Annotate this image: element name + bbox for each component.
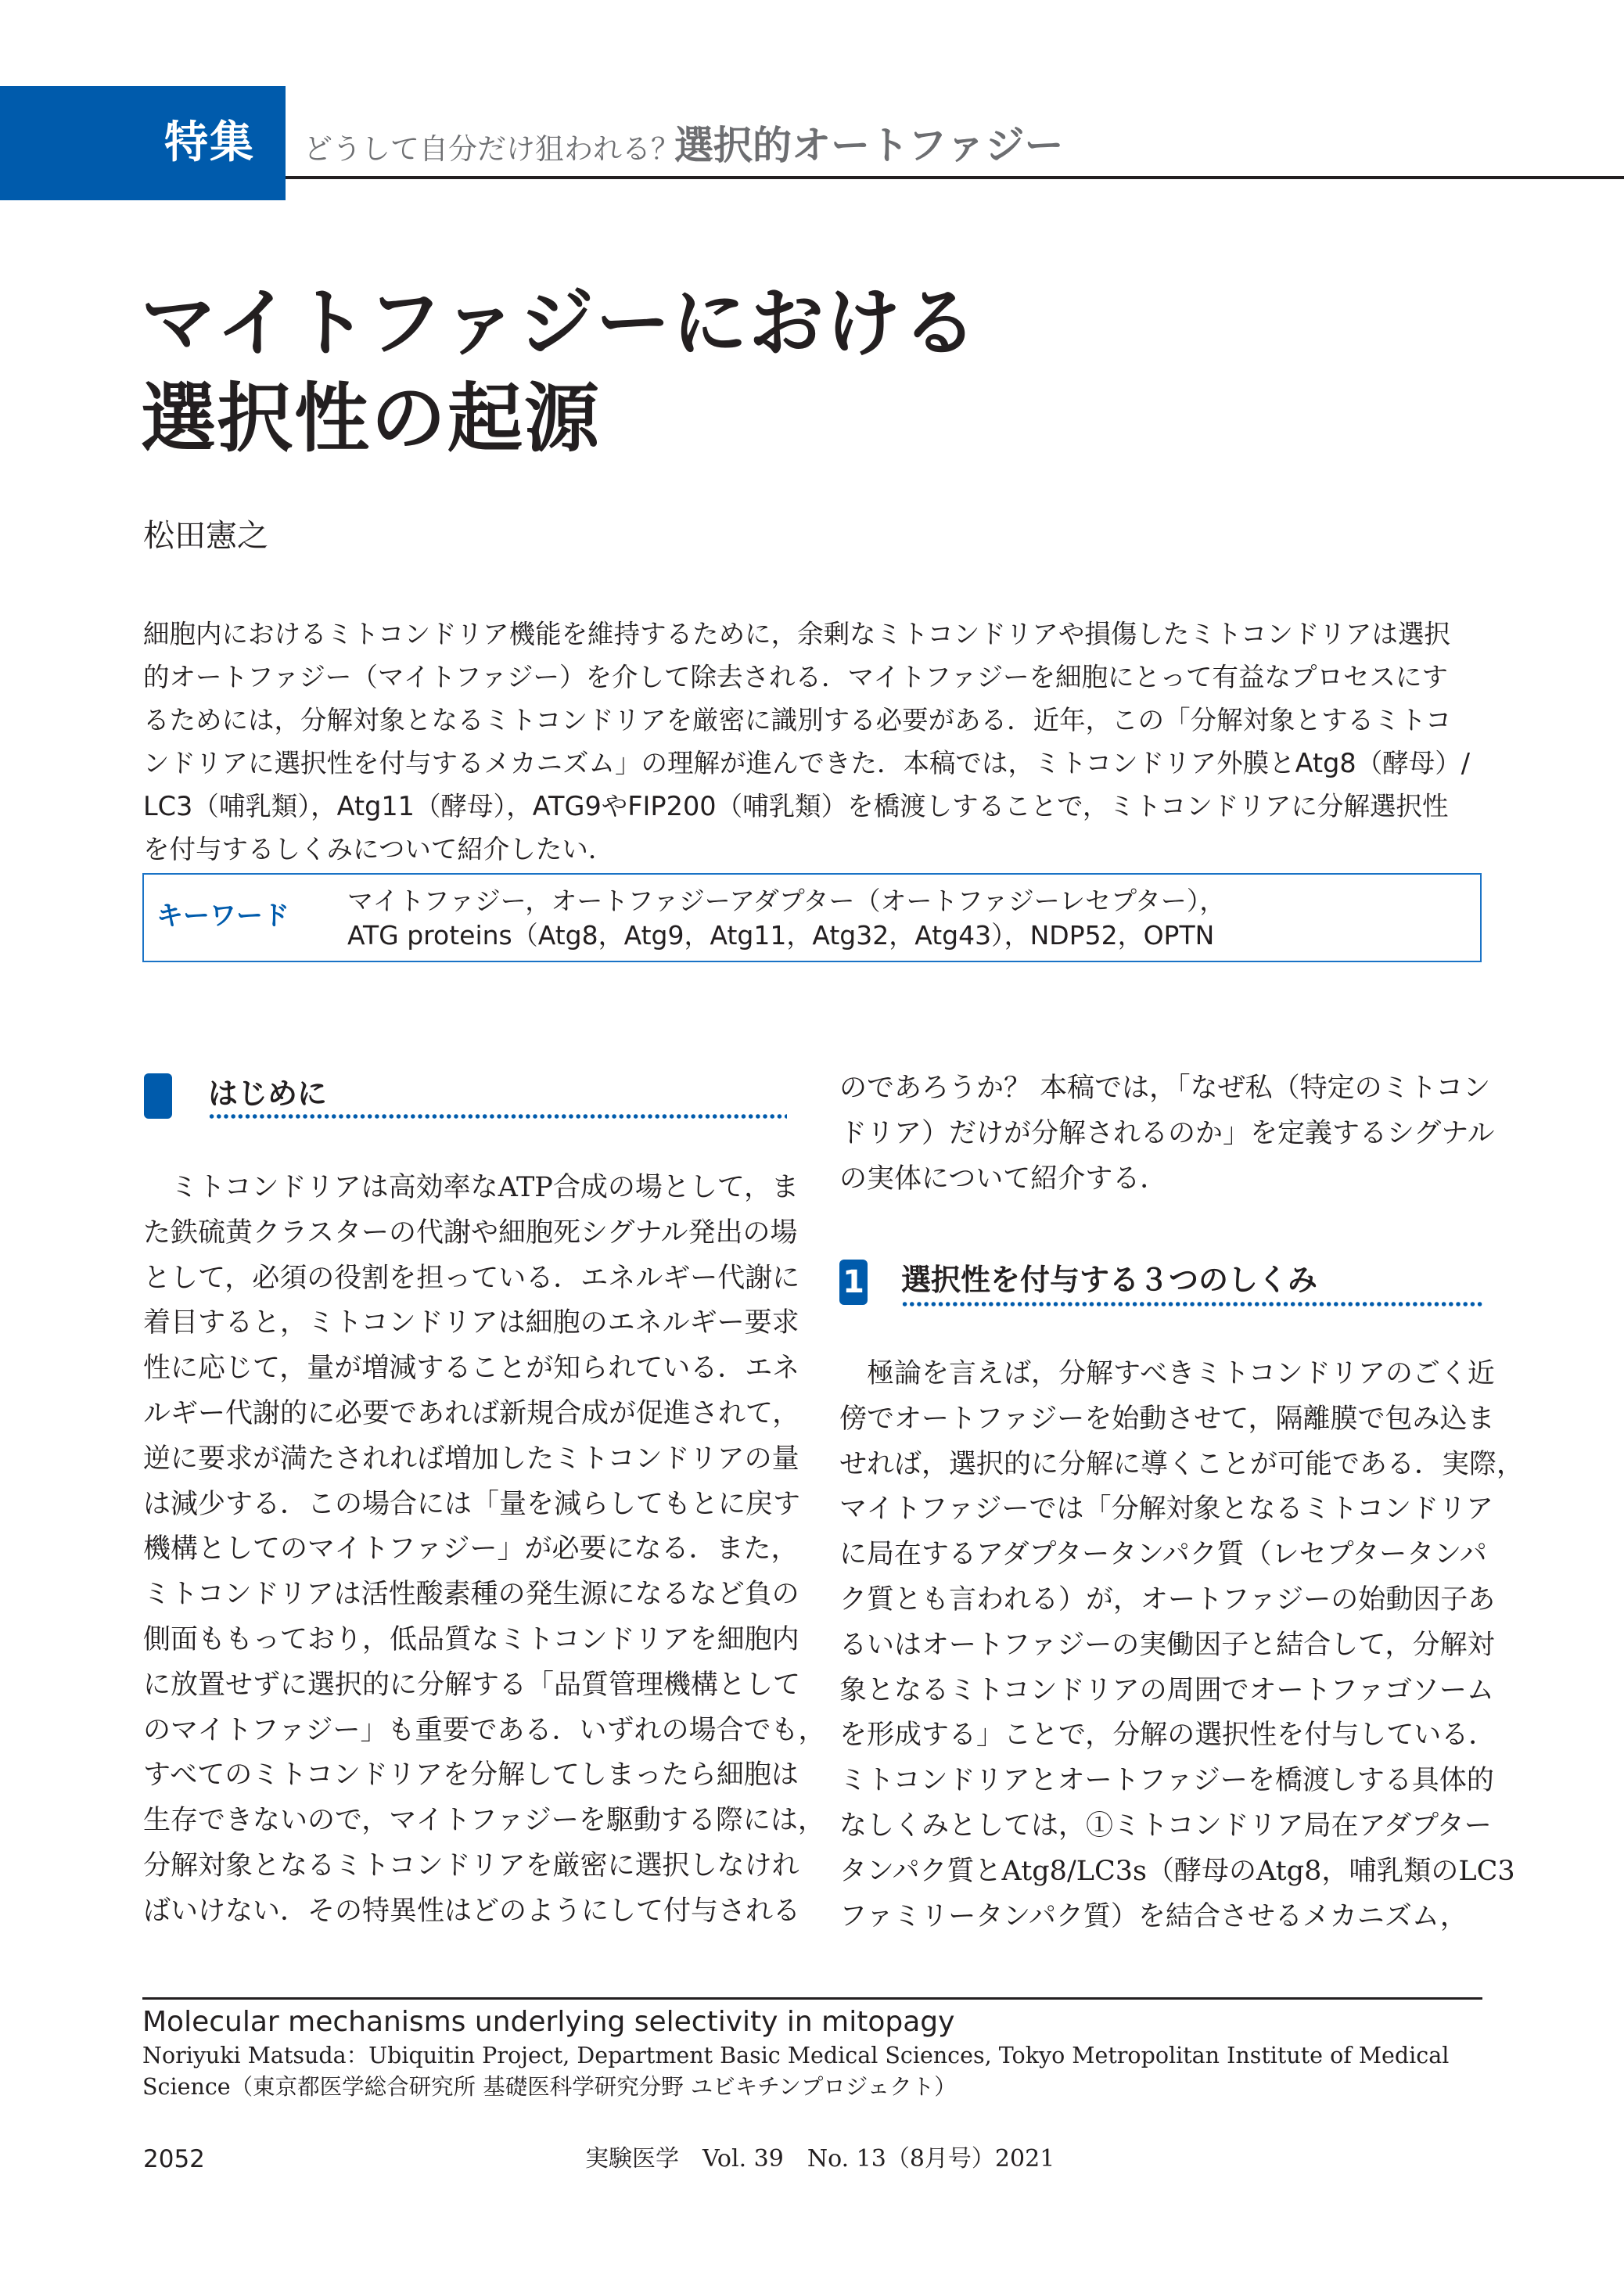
keyword-label: キーワード [156,900,289,932]
body-line: 傍でオートファジーを始動させて，隔離膜で包み込ま [839,1403,1495,1435]
body-line: るいはオートファジーの実働因子と結合して，分解対 [839,1629,1495,1661]
body-line: 分解対象となるミトコンドリアを厳密に選択しなけれ [143,1849,799,1881]
english-title: Molecular mechanisms underlying selectivity in mitopagy [142,2006,955,2038]
body-line: のであろうか？ 本稿では，「なぜ私（特定のミトコン [839,1073,1491,1104]
journal-citation: 実験医学 Vol. 39 No. 13（8月号）2021 [585,2145,1055,2173]
section-heading-1: 選択性を付与する３つのしくみ [901,1263,1318,1297]
series-subtitle: どうして自分だけ狙われる？ [304,132,680,166]
series-title: 選択的オートファジー [674,123,1064,168]
body-line: ドリア）だけが分解されるのか」を定義するシグナル [839,1117,1495,1149]
body-line: なしくみとしては，①ミトコンドリア局在アダプター [839,1810,1492,1842]
body-line: 側面ももっており，低品質なミトコンドリアを細胞内 [143,1623,799,1655]
body-line: として，必須の役割を担っている．エネルギー代謝に [143,1262,800,1294]
body-line: は減少する．この場合には「量を減らしてもとに戻す [143,1488,801,1520]
article-title-line-2: 選択性の起源 [141,375,601,462]
affiliation-line: Science（東京都医学総合研究所 基礎医科学研究分野 ユビキチンプロジェクト） [142,2074,957,2100]
body-line: を形成する」ことで，分解の選択性を付与している． [839,1720,1496,1752]
footer-rule [142,1997,1482,2000]
abstract-line: LC3（哺乳類），Atg11（酵母），ATG9やFIP200（哺乳類）を橋渡しすることで，ミトコンドリアに分解選択性 [143,791,1449,821]
section-number-badge: 1 [839,1260,868,1305]
body-line: ク質とも言われる）が，オートファジーの始動因子あ [839,1583,1496,1616]
keyword-list [347,884,1225,953]
body-line: 性に応じて，量が増減することが知られている．エネ [143,1353,800,1385]
body-line: ルギー代謝的に必要であれば新規合成が促進されて， [143,1397,800,1429]
body-line: 極論を言えば，分解すべきミトコンドリアのごく近 [839,1358,1495,1389]
section-dotted-rule [901,1302,1484,1306]
body-line: せれば，選択的に分解に導くことが可能である．実際， [839,1448,1525,1480]
body-line: すべてのミトコンドリアを分解してしまったら細胞は [143,1759,799,1792]
section-marker-square [144,1073,172,1119]
abstract-line: 的オートファジー（マイトファジー）を介して除去される．マイトファジーを細胞にとって有益なプロセスにす [143,662,1448,692]
keyword-line: マイトファジー，オートファジーアダプター（オートファジーレセプター）， [347,886,1226,916]
body-line: に局在するアダプタータンパク質（レセプタータンパ [839,1539,1487,1571]
right-column-continued-text [839,1066,1495,1202]
body-line: 機構としてのマイトファジー」が必要になる．また， [143,1533,799,1565]
page-number: 2052 [143,2145,205,2173]
body-line: 逆に要求が満たされれば増加したミトコンドリアの量 [143,1443,799,1475]
abstract [143,613,1482,871]
header-rule [286,176,1624,179]
body-line: 生存できないので，マイトファジーを駆動する際には， [143,1805,825,1837]
affiliation-line: Noriyuki Matsuda：Ubiquitin Project, Department Basic Medical Sciences, Tokyo Metropolitan Institute of Medical [142,2043,1450,2068]
body-line: の実体について紹介する． [839,1163,1168,1195]
body-line: タンパク質とAtg8/LC3s（酵母のAtg8，哺乳類のLC3 [839,1855,1515,1887]
author-affiliation [142,2040,1482,2103]
body-line: ミトコンドリアは高効率なATP合成の場として，ま [143,1172,799,1203]
body-line: マイトファジーでは「分解対象となるミトコンドリア [839,1493,1494,1526]
body-line: 着目すると，ミトコンドリアは細胞のエネルギー要求 [143,1307,799,1339]
abstract-line: 細胞内におけるミトコンドリア機能を維持するために，余剰なミトコンドリアや損傷したミトコンドリアは選択 [143,619,1450,649]
section-heading-intro: はじめに [208,1076,328,1111]
abstract-line: ンドリアに選択性を付与するメカニズム」の理解が進んできた．本稿では，ミトコンドリア外膜とAtg8（酵母）/ [143,748,1470,778]
body-line: た鉄硫黄クラスターの代謝や細胞死シグナル発出の場 [143,1217,798,1249]
article-title-line-1: マイトファジーにおける [141,279,979,367]
feature-tag-label: 特集 [164,117,255,168]
abstract-line: を付与するしくみについて紹介したい． [143,834,615,864]
left-column-text [143,1166,826,1935]
body-line: ミトコンドリアとオートファジーを橋渡しする具体的 [839,1765,1494,1797]
keyword-line: ATG proteins（Atg8，Atg9，Atg11，Atg32，Atg43），NDP52，OPTN [347,920,1215,951]
author-name: 松田憲之 [143,518,268,554]
section-dotted-rule [208,1114,787,1119]
body-line: に放置せずに選択的に分解する「品質管理機構として [143,1669,801,1701]
body-line: 象となるミトコンドリアの周囲でオートファゴソーム [839,1674,1494,1706]
body-line: ファミリータンパク質）を結合させるメカニズム， [839,1900,1468,1932]
body-line: のマイトファジー」も重要である．いずれの場合でも， [143,1714,826,1746]
body-line: ばいけない．その特異性はどのようにして付与される [143,1895,801,1927]
body-line: ミトコンドリアは活性酸素種の発生源になるなど負の [143,1579,799,1611]
right-column-section1-text [839,1352,1525,1939]
abstract-line: るためには，分解対象となるミトコンドリアを厳密に識別する必要がある．近年，この「分解対象とするミトコ [143,705,1452,735]
